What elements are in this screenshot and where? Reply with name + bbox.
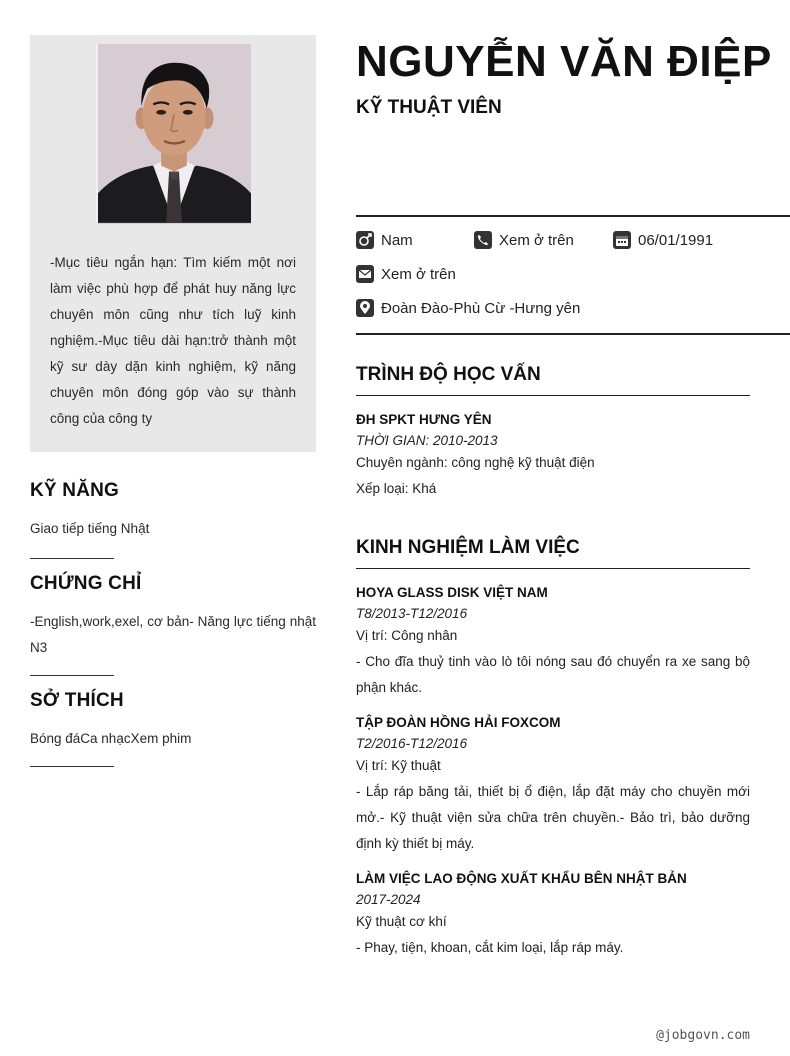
contact-gender <box>356 231 413 249</box>
experience-heading: KINH NGHIỆM LÀM VIỆC <box>356 537 750 569</box>
job-company: LÀM VIỆC LAO ĐỘNG XUẤT KHẨU BÊN NHẬT BẢN <box>356 871 687 886</box>
skills-text: Giao tiếp tiếng Nhật <box>30 521 150 536</box>
job-entry <box>356 871 750 961</box>
job-entry <box>356 585 750 701</box>
address-value: Đoàn Đào-Phù Cừ -Hưng yên <box>381 299 581 317</box>
education-section <box>356 364 750 502</box>
job-description: - Lắp ráp băng tải, thiết bị ổ điện, lắp đặt máy cho chuyền mới mở.- Kỹ thuật viện sửa chữa trên chuyền.- Bảo trì, bảo dưỡng định kỳ thiết bị máy. <box>356 784 750 851</box>
job-time: T2/2016-T12/2016 <box>356 736 468 751</box>
profile-box <box>30 35 316 452</box>
phone-icon <box>474 231 492 249</box>
job-company: HOYA GLASS DISK VIỆT NAM <box>356 585 548 600</box>
contact-address <box>356 299 580 317</box>
contact-email <box>356 265 456 283</box>
job-time: T8/2013-T12/2016 <box>356 606 468 621</box>
location-icon <box>356 299 374 317</box>
contact-info <box>356 215 790 335</box>
certificates-section <box>30 573 316 676</box>
contact-dob <box>613 231 713 249</box>
hobbies-text: Bóng đáCa nhạcXem phim <box>30 731 192 746</box>
certificates-text: -English,work,exel, cơ bản- Năng lực tiếng nhật N3 <box>30 614 316 655</box>
school-name: ĐH SPKT HƯNG YÊN <box>356 412 492 427</box>
phone-value: Xem ở trên <box>499 231 574 249</box>
education-heading: TRÌNH ĐỘ HỌC VẤN <box>356 364 750 396</box>
experience-section <box>356 537 750 961</box>
gender-icon <box>356 231 374 249</box>
education-entry <box>356 412 750 502</box>
right-column <box>356 35 790 955</box>
hobbies-heading: SỞ THÍCH <box>30 690 124 711</box>
job-entry <box>356 715 750 857</box>
education-grade: Xếp loại: Khá <box>356 481 437 496</box>
skills-section <box>30 480 316 559</box>
job-description: - Phay, tiện, khoan, cắt kim loại, lắp ráp máy. <box>356 940 624 955</box>
skills-heading: KỸ NĂNG <box>30 480 120 501</box>
portrait-icon <box>98 44 251 224</box>
job-position: Vị trí: Công nhân <box>356 628 458 643</box>
career-objective: -Mục tiêu ngắn hạn: Tìm kiếm một nơi làm việc phù hợp để phát huy năng lực chuyên môn cũng như tích luỹ kinh nghiệm.-Mục tiêu dài hạn:trở thành một kỹ sư dày dặn kinh nghiệm, kỹ năng chuyên môn đóng góp vào sự thành công của công ty <box>50 255 296 426</box>
contact-phone <box>474 231 574 249</box>
email-value: Xem ở trên <box>381 265 456 283</box>
divider <box>30 766 114 767</box>
left-column <box>30 35 316 767</box>
divider <box>30 675 114 676</box>
job-time: 2017-2024 <box>356 892 421 907</box>
education-time: THỜI GIAN: 2010-2013 <box>356 433 498 448</box>
job-position: Vị trí: Kỹ thuật <box>356 758 441 773</box>
education-major: Chuyên ngành: công nghệ kỹ thuật điện <box>356 455 595 470</box>
job-title: KỸ THUẬT VIÊN <box>356 97 502 118</box>
certificates-heading: CHỨNG CHỈ <box>30 573 142 594</box>
full-name: NGUYỄN VĂN ĐIỆP <box>356 37 772 86</box>
divider <box>30 558 114 559</box>
hobbies-section <box>30 690 316 767</box>
job-company: TẬP ĐOÀN HỒNG HẢI FOXCOM <box>356 715 561 730</box>
job-description: - Cho đĩa thuỷ tinh vào lò tôi nóng sau đó chuyển ra xe sang bộ phận khác. <box>356 654 750 695</box>
job-position: Kỹ thuật cơ khí <box>356 914 447 929</box>
dob-value: 06/01/1991 <box>638 231 714 249</box>
mail-icon <box>356 265 374 283</box>
gender-value: Nam <box>381 231 413 249</box>
watermark: @jobgovn.com <box>656 1028 750 1043</box>
calendar-icon <box>613 231 631 249</box>
profile-photo <box>96 44 251 224</box>
